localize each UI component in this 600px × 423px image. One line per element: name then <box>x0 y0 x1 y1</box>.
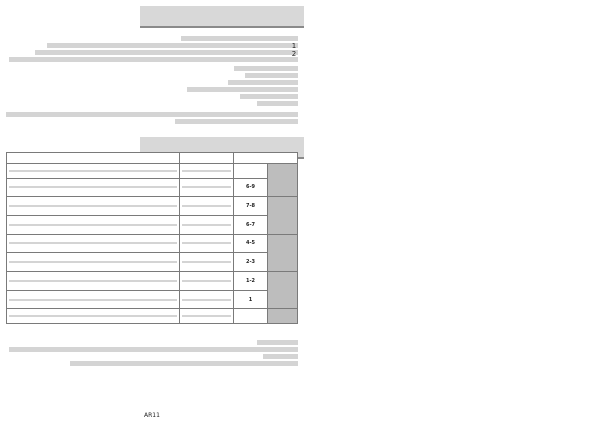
table-row <box>7 197 298 216</box>
usage-text <box>9 224 177 226</box>
group-label <box>268 309 298 324</box>
level-value: 6-9 <box>234 178 268 197</box>
group-label <box>268 234 298 271</box>
table-row <box>7 253 298 272</box>
header-usage <box>7 153 180 164</box>
header-level <box>234 153 298 164</box>
service-section <box>6 34 298 126</box>
note-1 <box>9 347 298 352</box>
table-row <box>7 215 298 234</box>
step-1-text <box>47 43 298 48</box>
bullet-2 <box>228 80 298 85</box>
group-label <box>268 197 298 234</box>
level-value: 7-8 <box>234 197 268 216</box>
group-label <box>268 164 298 197</box>
usage-text <box>9 280 177 282</box>
table-row <box>7 178 298 197</box>
level-value <box>234 309 268 324</box>
table-row <box>7 309 298 324</box>
bullet-1 <box>245 73 298 78</box>
level-name <box>182 242 231 244</box>
list-title <box>234 66 298 71</box>
level-value: 4-5 <box>234 234 268 253</box>
group-label <box>268 271 298 308</box>
usage-text <box>9 299 177 301</box>
notes-title <box>257 340 298 345</box>
power-level-table <box>6 152 298 324</box>
usage-text <box>9 261 177 263</box>
level-name <box>182 224 231 226</box>
usage-text <box>9 315 177 317</box>
usage-text <box>9 242 177 244</box>
closing-line-1 <box>6 112 298 117</box>
table-row <box>7 271 298 290</box>
page-number: AR11 <box>144 412 160 419</box>
step-1-number: 1 <box>291 42 297 50</box>
closing-line-2 <box>175 119 298 124</box>
step-2-text <box>35 50 298 55</box>
level-value: 1 <box>234 290 268 309</box>
service-note <box>9 57 298 62</box>
note-2 <box>263 354 298 359</box>
note-3 <box>70 361 298 366</box>
table-row <box>7 234 298 253</box>
level-name <box>182 186 231 188</box>
page-title <box>140 6 304 28</box>
bullet-3 <box>187 87 298 92</box>
level-name <box>182 205 231 207</box>
table-notes <box>6 338 298 368</box>
level-name <box>182 280 231 282</box>
level-name <box>182 261 231 263</box>
level-value: 2-3 <box>234 253 268 272</box>
table-row <box>7 164 298 179</box>
usage-text <box>9 186 177 188</box>
usage-text <box>9 170 177 172</box>
level-value: 1-2 <box>234 271 268 290</box>
level-name <box>182 299 231 301</box>
level-name <box>182 315 231 317</box>
bullet-4 <box>240 94 298 99</box>
level-name <box>182 170 231 172</box>
step-2-number: 2 <box>291 50 297 58</box>
usage-text <box>9 205 177 207</box>
level-value <box>234 164 268 179</box>
level-value: 6-7 <box>234 215 268 234</box>
bullet-5 <box>257 101 298 106</box>
header-cooking-type <box>180 153 234 164</box>
intro-text <box>181 36 298 41</box>
table-row <box>7 290 298 309</box>
